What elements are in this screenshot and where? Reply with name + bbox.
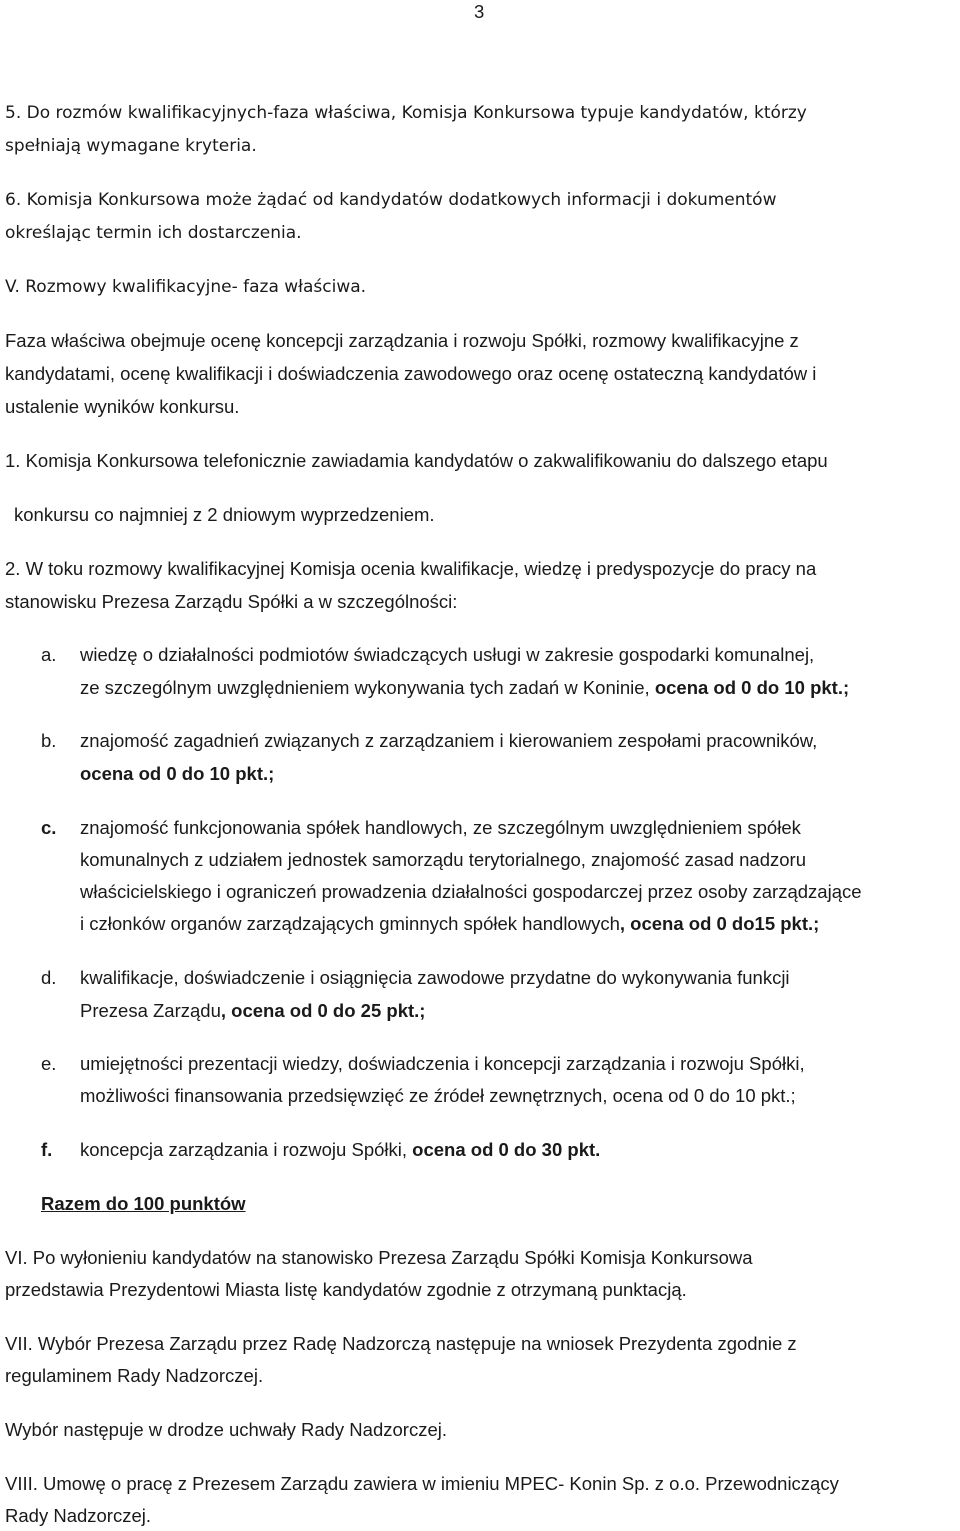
section-vi-line-2: przedstawia Prezydentowi Miasta listę kandydatów zgodnie z otrzymaną punktacją. <box>5 1279 687 1300</box>
criterion-c-line-3: właścicielskiego i ograniczeń prowadzenia działalności gospodarczej przez osoby zarządzające <box>80 881 862 902</box>
paragraph-6-line-1: 6. Komisja Konkursowa może żądać od kandydatów dodatkowych informacji i dokumentów <box>5 190 777 210</box>
criterion-e-line-2: możliwości finansowania przedsięwzięć ze źródeł zewnętrznych, ocena od 0 do 10 pkt.; <box>80 1085 796 1106</box>
item-1-line-2: konkursu co najmniej z 2 dniowym wyprzedzeniem. <box>14 504 435 525</box>
criterion-f-score: ocena od 0 do 30 pkt. <box>412 1139 601 1160</box>
criterion-a-marker: a. <box>41 644 57 665</box>
section-vii-line-2: regulaminem Rady Nadzorczej. <box>5 1365 264 1386</box>
criterion-a-line-2 <box>80 676 849 700</box>
criterion-c-line-1: znajomość funkcjonowania spółek handlowych, ze szczególnym uwzględnieniem spółek <box>80 817 801 838</box>
criterion-a-text: ze szczególnym uwzględnieniem wykonywania tych zadań w Koninie, <box>80 677 650 698</box>
intro-line-1: Faza właściwa obejmuje ocenę koncepcji zarządzania i rozwoju Spółki, rozmowy kwalifikacyjne z <box>5 330 799 351</box>
section-vi-line-1: VI. Po wyłonieniu kandydatów na stanowisko Prezesa Zarządu Spółki Komisja Konkursowa <box>5 1247 753 1268</box>
criterion-d-line-1: kwalifikacje, doświadczenie i osiągnięcia zawodowe przydatne do wykonywania funkcji <box>80 967 790 988</box>
criterion-e-marker: e. <box>41 1053 57 1074</box>
section-viii-line-1: VIII. Umowę o pracę z Prezesem Zarządu zawiera w imieniu MPEC- Konin Sp. z o.o. Przewodniczący <box>5 1473 839 1494</box>
criterion-b-line-1: znajomość zagadnień związanych z zarządzaniem i kierowaniem zespołami pracowników, <box>80 730 818 751</box>
criterion-c-line-2: komunalnych z udziałem jednostek samorządu terytorialnego, znajomość zasad nadzoru <box>80 849 806 870</box>
section-vii-line-1: VII. Wybór Prezesa Zarządu przez Radę Nadzorczą następuje na wniosek Prezydenta zgodnie z <box>5 1333 797 1354</box>
item-2-line-1: 2. W toku rozmowy kwalifikacyjnej Komisja ocenia kwalifikacje, wiedzę i predyspozycje do pracy na <box>5 558 817 579</box>
criterion-f-line-1 <box>80 1138 600 1162</box>
page-number: 3 <box>474 1 485 22</box>
intro-line-2: kandydatami, ocenę kwalifikacji i doświadczenia zawodowego oraz ocenę ostateczną kandydatów i <box>5 363 817 384</box>
criterion-f-text: koncepcja zarządzania i rozwoju Spółki, <box>80 1139 408 1160</box>
criterion-b-marker: b. <box>41 730 57 751</box>
section-vii-line-3: Wybór następuje w drodze uchwały Rady Nadzorczej. <box>5 1419 447 1440</box>
criterion-f-marker: f. <box>41 1139 53 1160</box>
criterion-c-line-4 <box>80 912 819 936</box>
criterion-c-text: i członków organów zarządzających gminnych spółek handlowych <box>80 913 620 934</box>
item-1-line-1: 1. Komisja Konkursowa telefonicznie zawiadamia kandydatów o zakwalifikowaniu do dalszego etapu <box>5 450 828 471</box>
criterion-a-line-1: wiedzę o działalności podmiotów świadczących usługi w zakresie gospodarki komunalnej, <box>80 644 815 665</box>
criterion-b-score: ocena od 0 do 10 pkt.; <box>80 763 275 784</box>
paragraph-5-line-1: 5. Do rozmów kwalifikacyjnych-faza właściwa, Komisja Konkursowa typuje kandydatów, którzy <box>5 103 807 123</box>
criterion-d-marker: d. <box>41 967 57 988</box>
item-2-line-2: stanowisku Prezesa Zarządu Spółki a w szczególności: <box>5 591 458 612</box>
paragraph-5-line-2: spełniają wymagane kryteria. <box>5 136 257 156</box>
criterion-e-line-1: umiejętności prezentacji wiedzy, doświadczenia i koncepcji zarządzania i rozwoju Spółki, <box>80 1053 805 1074</box>
intro-line-3: ustalenie wyników konkursu. <box>5 396 240 417</box>
paragraph-6-line-2: określając termin ich dostarczenia. <box>5 223 302 243</box>
criterion-d-line-2 <box>80 999 425 1023</box>
total-points: Razem do 100 punktów <box>41 1193 246 1214</box>
section-viii-line-2: Rady Nadzorczej. <box>5 1505 152 1526</box>
criterion-c-marker: c. <box>41 817 57 838</box>
section-v-heading: V. Rozmowy kwalifikacyjne- faza właściwa. <box>5 277 367 297</box>
criterion-d-score: , ocena od 0 do 25 pkt.; <box>220 1000 426 1021</box>
criterion-d-text: Prezesa Zarządu <box>80 1000 221 1021</box>
criterion-a-score: ocena od 0 do 10 pkt.; <box>654 677 850 698</box>
criterion-c-score: , ocena od 0 do15 pkt.; <box>619 913 820 934</box>
